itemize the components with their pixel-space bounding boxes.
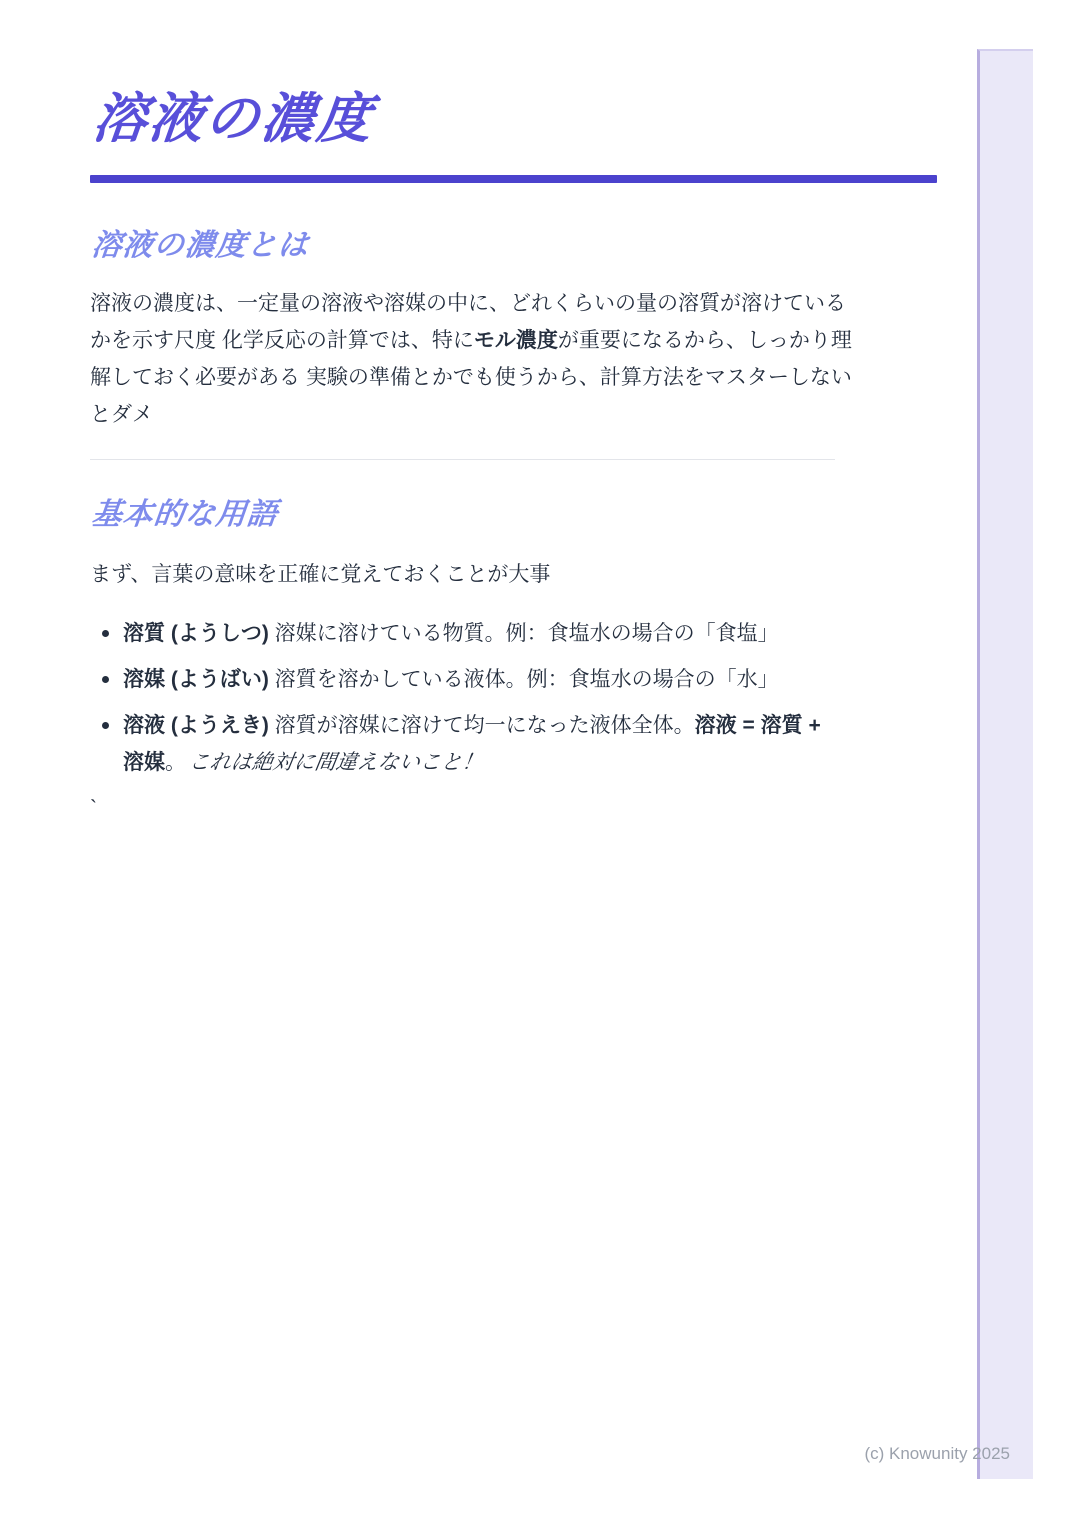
section-heading-what-is-concentration: 溶液の濃度とは xyxy=(90,229,311,263)
solution-warning-italic: これは絶対に間違えないこと！ xyxy=(187,751,485,775)
list-item-solution xyxy=(123,707,830,781)
bullet-icon xyxy=(102,630,109,637)
terms-intro-text: まず、言葉の意味を正確に覚えておくことが大事 xyxy=(90,563,551,587)
list-item-solvent xyxy=(123,661,830,698)
term-solute-definition: 溶媒に溶けている物質。例：食塩水の場合の「食塩」 xyxy=(268,622,779,646)
right-edge-sidebar xyxy=(977,49,1033,1479)
document-page xyxy=(90,0,852,827)
stray-backtick: ` xyxy=(90,797,97,821)
intro-paragraph xyxy=(90,285,852,433)
intro-paragraph-bold-term: モル濃度 xyxy=(473,329,558,353)
section-heading-basic-terms: 基本的な用語 xyxy=(90,498,280,532)
title-underline-rule xyxy=(90,175,937,183)
page-title: 溶液の濃度 xyxy=(90,89,377,149)
term-solution-definition: 溶質が溶媒に溶けて均一になった液体全体。 xyxy=(268,714,695,738)
term-solvent: 溶媒 (ようばい) xyxy=(123,668,269,692)
bullet-icon xyxy=(102,722,109,729)
section-divider xyxy=(90,459,835,460)
terms-list xyxy=(90,615,830,781)
term-solute: 溶質 (ようしつ) xyxy=(123,622,269,646)
solution-equation-bold: 溶液 = 溶質 + 溶媒 xyxy=(123,714,821,775)
copyright-footer: (c) Knowunity 2025 xyxy=(864,1444,1010,1463)
term-solution: 溶液 (ようえき) xyxy=(123,714,269,738)
intro-paragraph-end: が重要になるから、しっかり理解しておく必要がある 実験の準備とかでも使うから、計算方法をマスターしないとダメ xyxy=(90,329,852,427)
term-solvent-definition: 溶質を溶かしている液体。例：食塩水の場合の「水」 xyxy=(268,668,779,692)
solution-equation-period: 。 xyxy=(165,751,186,775)
intro-paragraph-start: 溶液の濃度は、一定量の溶液や溶媒の中に、どれくらいの量の溶質が溶けているかを示す尺度 化学反応の計算では、特に xyxy=(90,292,846,353)
list-item-solute xyxy=(123,615,830,652)
bullet-icon xyxy=(102,676,109,683)
